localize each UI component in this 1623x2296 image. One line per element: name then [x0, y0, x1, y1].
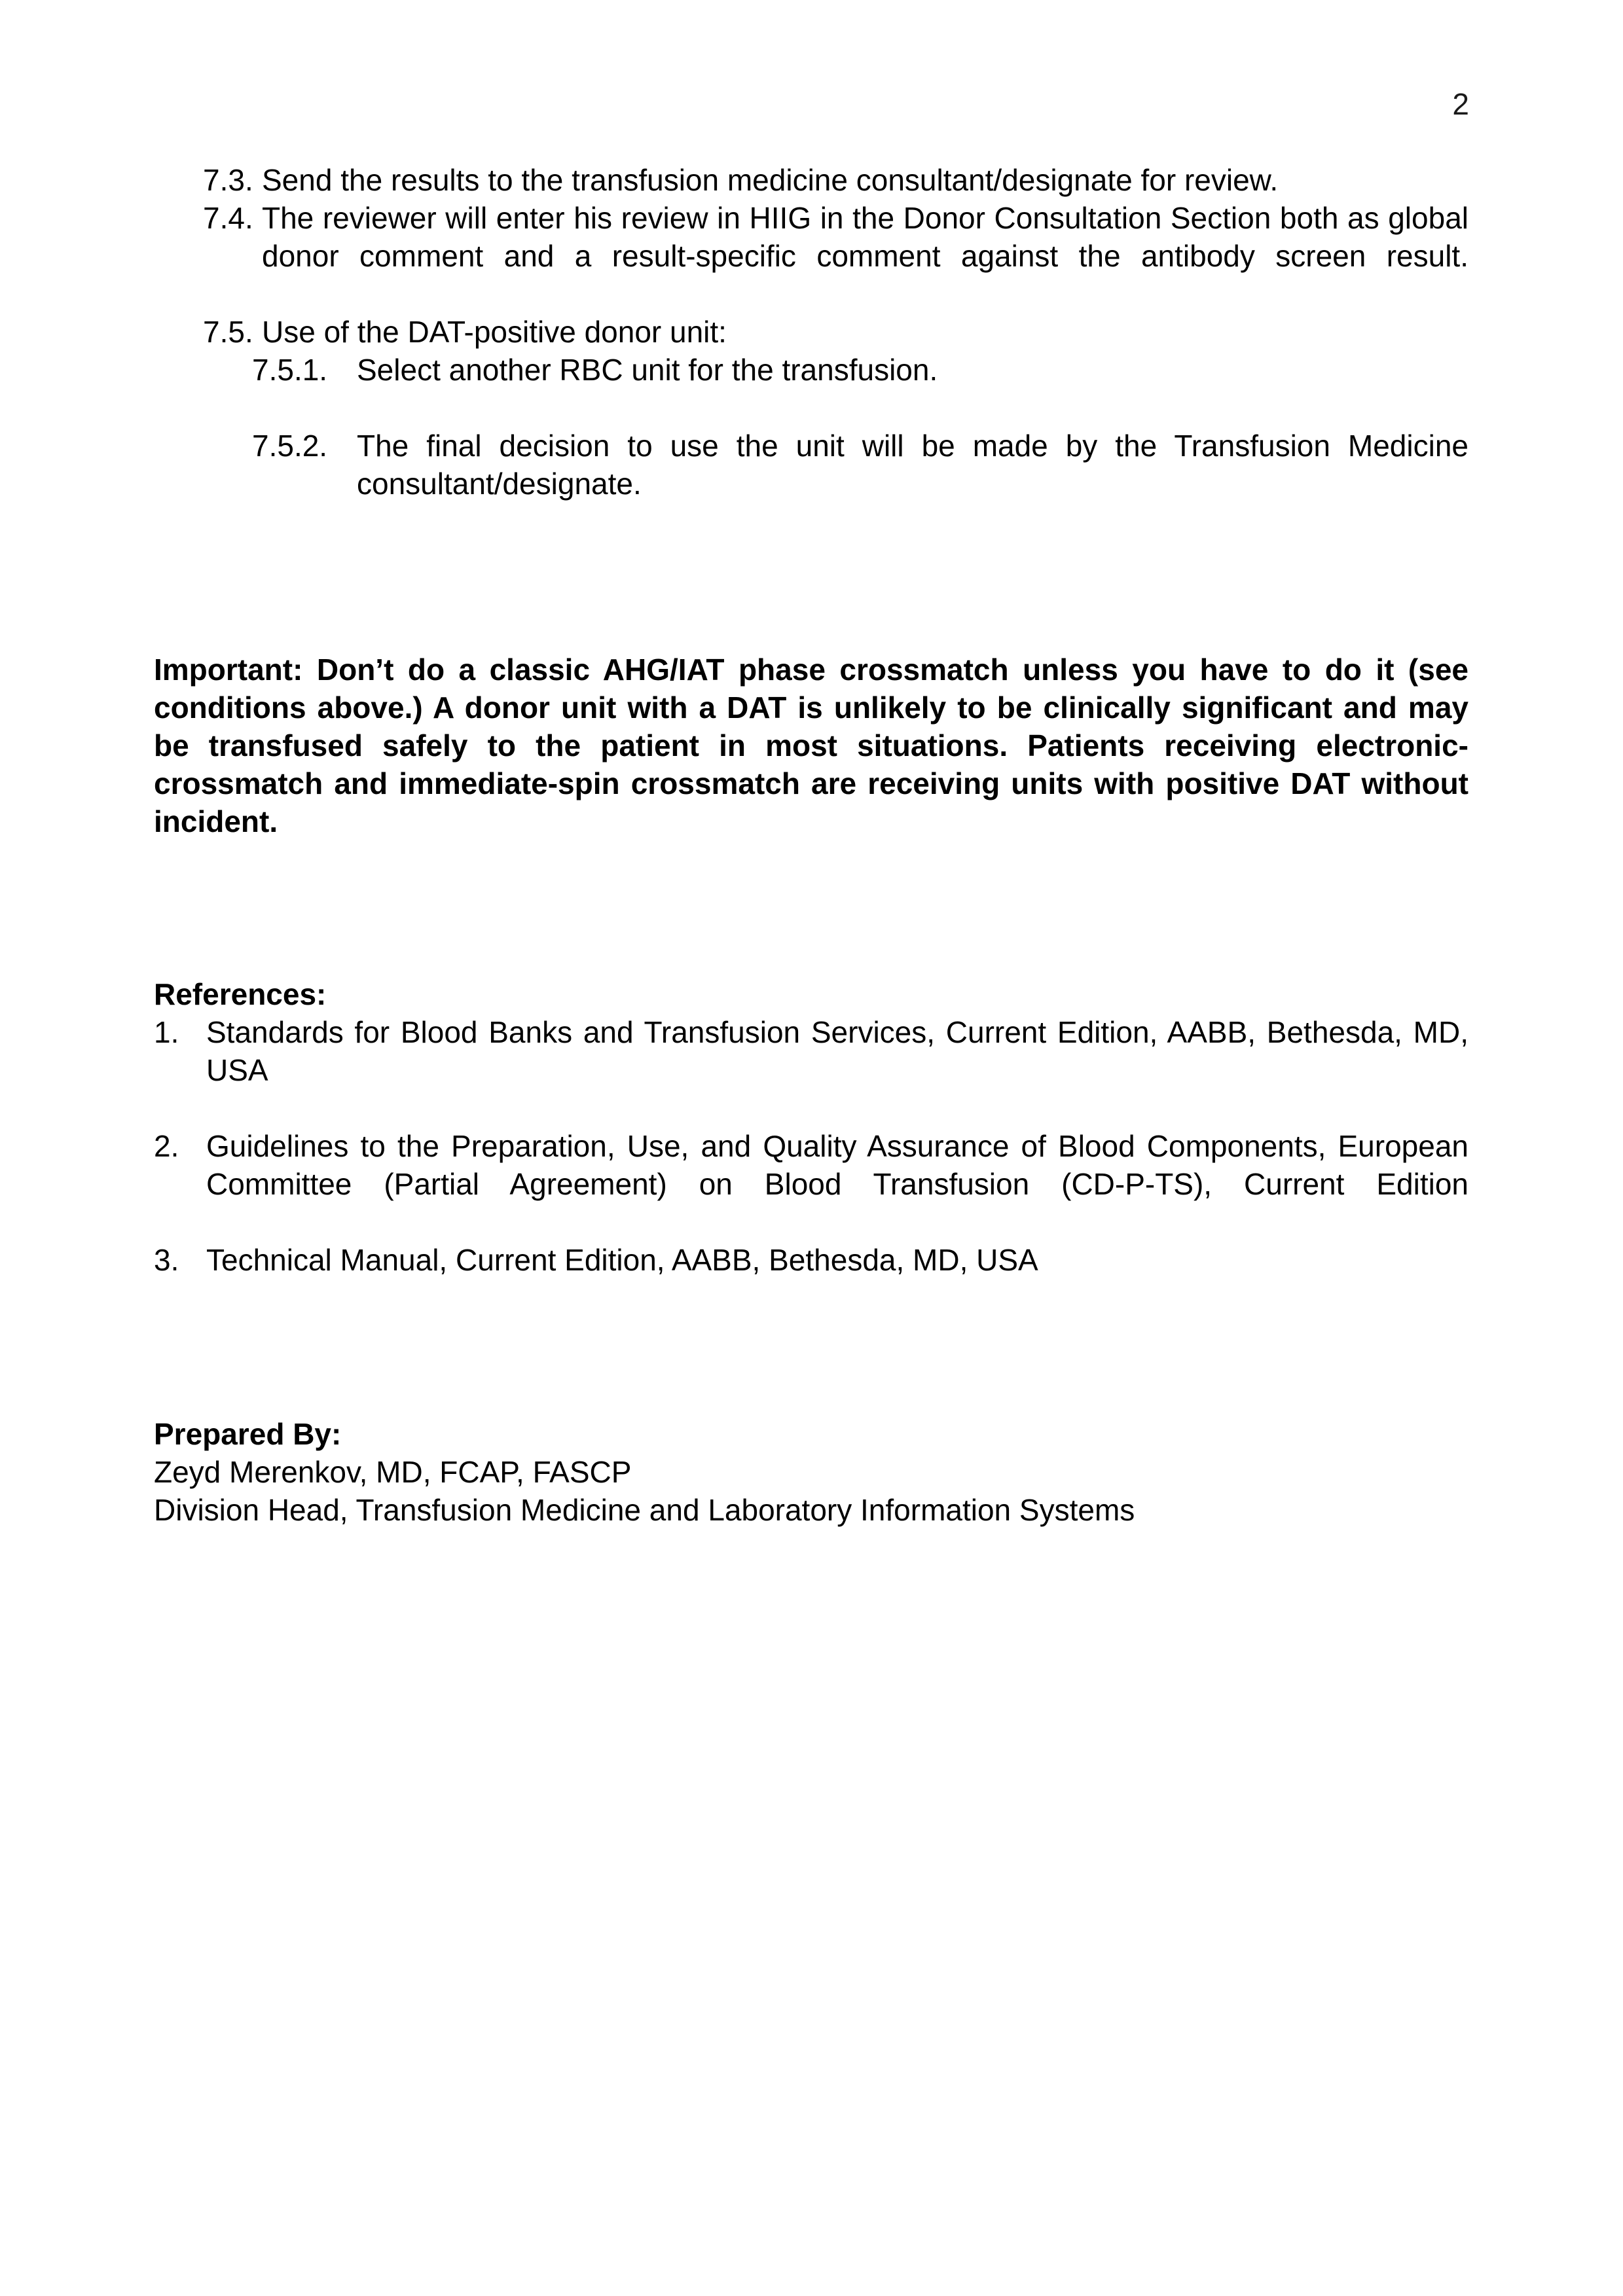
list-item [154, 161, 1468, 199]
list-item-text: The reviewer will enter his review in HIIG in the Donor Consultation Section both as global donor comment and a result-specific comment against the antibody screen result. [262, 201, 1468, 273]
references-heading: References: [154, 977, 327, 1011]
references-section [154, 975, 1468, 1317]
reference-item-number: 3. [154, 1243, 179, 1277]
sublist-item-number: 7.5.1. [252, 353, 328, 387]
prepared-by-section [154, 1415, 1468, 1529]
list-item [154, 199, 1468, 313]
reference-item-text: Guidelines to the Preparation, Use, and Quality Assurance of Blood Components, European Committee (Partial Agreement) on Blood Transfusion (CD-P-TS), Current Edition [206, 1129, 1468, 1201]
list-item-text: Use of the DAT-positive donor unit: [262, 315, 727, 349]
reference-item-number: 2. [154, 1129, 179, 1163]
sublist-item-text: Select another RBC unit for the transfusion. [357, 353, 938, 387]
procedure-sublist [154, 351, 1468, 541]
sublist-item-text: The final decision to use the unit will be made by the Transfusion Medicine consultant/designate. [357, 429, 1468, 501]
reference-item [154, 1013, 1468, 1127]
page-content [154, 161, 1468, 1529]
list-item-number: 7.3. [203, 163, 253, 197]
reference-item-text: Technical Manual, Current Edition, AABB, Bethesda, MD, USA [206, 1243, 1038, 1277]
references-list [154, 1013, 1468, 1317]
reference-item [154, 1241, 1468, 1317]
prepared-by-name: Zeyd Merenkov, MD, FCAP, FASCP [154, 1455, 632, 1489]
list-item-number: 7.5. [203, 315, 253, 349]
sublist-item-number: 7.5.2. [252, 429, 328, 463]
reference-item [154, 1127, 1468, 1241]
list-item [154, 313, 1468, 351]
procedure-list [154, 161, 1468, 351]
sublist-item [154, 427, 1468, 541]
list-item-text: Send the results to the transfusion medicine consultant/designate for review. [262, 163, 1279, 197]
list-item-number: 7.4. [203, 201, 253, 235]
prepared-by-title: Division Head, Transfusion Medicine and Laboratory Information Systems [154, 1493, 1135, 1527]
prepared-by-heading: Prepared By: [154, 1417, 342, 1451]
reference-item-number: 1. [154, 1015, 179, 1049]
page-number: 2 [1452, 87, 1469, 121]
sublist-item [154, 351, 1468, 427]
important-note: Important: Don’t do a classic AHG/IAT phase crossmatch unless you have to do it (see conditions above.) A donor unit with a DAT is unlikely to be clinically significant and may be transfused safely to the patient in most situations. Patients receiving electronic-crossmatch and immediate-spin crossmatch are receiving units with positive DAT without incident. [154, 653, 1468, 838]
reference-item-text: Standards for Blood Banks and Transfusion Services, Current Edition, AABB, Bethesda, MD, USA [206, 1015, 1468, 1087]
